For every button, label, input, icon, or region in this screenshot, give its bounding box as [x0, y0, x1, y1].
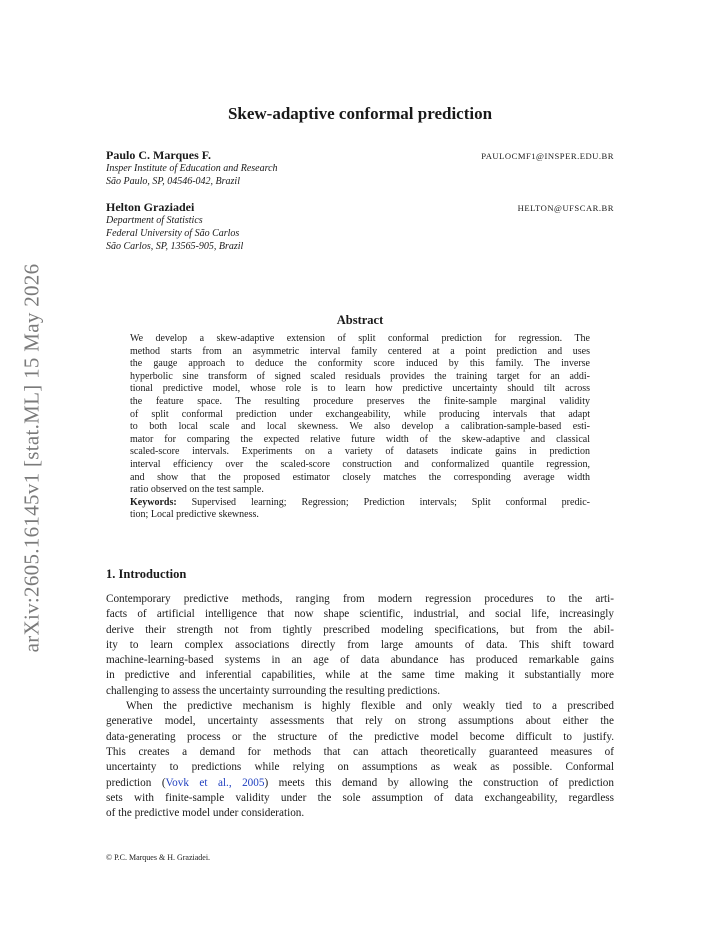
body-line: in predictive and inferential capabilities, while at the same time making it substantially more: [106, 669, 614, 682]
abstract-line: of split conformal prediction under exchangeability, while producing intervals that adapt: [130, 408, 590, 420]
abstract-line: tional predictive model, whose role is to learn how predictive uncertainty should tilt across: [130, 383, 590, 395]
body-line-with-citation: [106, 776, 614, 791]
abstract-line: and show that the proposed estimator closely matches the corresponding average width: [130, 471, 590, 483]
keywords-line: tion; Local predictive skewness.: [130, 509, 259, 521]
author-affiliation-line: Department of Statistics: [106, 215, 203, 226]
arxiv-side-identifier: [10, 248, 54, 668]
body-line: of the predictive model under consideration.: [106, 807, 305, 820]
paper-title: Skew-adaptive conformal prediction: [227, 104, 493, 123]
abstract-line: the gauge approach to deduce the conformity score induced by this family. The inverse: [130, 358, 590, 370]
abstract-body: [130, 333, 590, 522]
section-heading: 1. Introduction: [106, 567, 187, 581]
author-block-2: [106, 200, 614, 253]
arxiv-identifier-text: arXiv:2605.16145v1 [stat.ML] 15 May 2026: [19, 263, 44, 653]
copyright-footer: © P.C. Marques & H. Graziadei.: [106, 853, 211, 862]
author-block-1: [106, 148, 614, 188]
author-affiliation-line: São Paulo, SP, 04546-042, Brazil: [106, 176, 240, 187]
body-line: When the predictive mechanism is highly flexible and only weakly tied to a prescribed: [126, 700, 614, 713]
author-name: Helton Graziadei: [106, 200, 195, 214]
body-line: sets with finite-sample validity under the sole assumption of data exchangeability, regardless: [106, 791, 614, 804]
abstract-line: interval efficiency over the scaled-score construction and conformalized quantile regression,: [130, 458, 590, 470]
abstract-line: scaled-score intervals. Experiments on a variety of datasets indicate gains in prediction: [130, 446, 590, 458]
abstract-line: ratio observed on the test sample.: [130, 484, 264, 496]
author-email: HELTON@UFSCAR.BR: [517, 203, 614, 213]
keywords-text: Supervised learning; Regression; Prediction intervals; Split conformal predic-: [191, 496, 590, 508]
body-line: derive their strength not from tightly prescribed modeling specifications, but from the abil-: [106, 623, 614, 636]
body-line: This creates a demand for methods that can attach theoretically guaranteed measures of: [106, 745, 614, 758]
body-line: Contemporary predictive methods, ranging from modern regression procedures to the arti-: [106, 593, 614, 605]
abstract-line: to both local scale and local skewness. We also develop a calibration-sample-based esti-: [130, 421, 590, 433]
keywords-label: Keywords:: [130, 496, 177, 508]
citation-prefix: prediction (: [106, 776, 166, 789]
keywords-line: [130, 497, 590, 510]
abstract-line: hyperbolic sine transform of signed scaled residuals provides the training target for an addi-: [130, 370, 590, 382]
body-line: generative model, uncertainty assessments that rely on strong assumptions about either the: [106, 715, 614, 728]
body-line: uncertainty to predictions while relying on assumptions as weak as possible. Conformal: [106, 761, 614, 774]
author-email: PAULOCMF1@INSPER.EDU.BR: [481, 151, 614, 161]
author-affiliation-line: São Carlos, SP, 13565-905, Brazil: [106, 241, 244, 252]
body-line: ity to learn complex associations directly from large amounts of data. This shift toward: [106, 638, 614, 651]
body-line: facts of artificial intelligence that now shape scientific, industrial, and social life, increasingly: [106, 608, 614, 621]
section-body: [106, 592, 614, 821]
abstract-heading: Abstract: [336, 313, 384, 327]
body-line: challenging to assess the uncertainty surrounding the resulting predictions.: [106, 684, 440, 697]
abstract-line: the feature space. The resulting procedure preserves the finite-sample marginal validity: [130, 395, 590, 407]
author-name: Paulo C. Marques F.: [106, 148, 212, 162]
body-line: machine-learning-based systems in an age of data abundance has produced remarkable gains: [106, 654, 614, 667]
body-line: data-generating process or the structure of the predictive model become difficult to justify.: [106, 730, 614, 743]
abstract-line: We develop a skew-adaptive extension of split conformal prediction for regression. The: [130, 333, 590, 344]
author-affiliation-line: Federal University of São Carlos: [106, 228, 240, 239]
abstract-line: method starts from an asymmetric interval family centered at a point prediction and uses: [130, 345, 590, 357]
citation-link[interactable]: Vovk et al., 2005: [165, 776, 265, 789]
citation-suffix: ) meets this demand by allowing the construction of prediction: [264, 776, 614, 789]
abstract-line: mator for comparing the expected relative future width of the skew-adaptive and classical: [130, 433, 590, 445]
author-affiliation-line: Insper Institute of Education and Research: [106, 163, 278, 174]
